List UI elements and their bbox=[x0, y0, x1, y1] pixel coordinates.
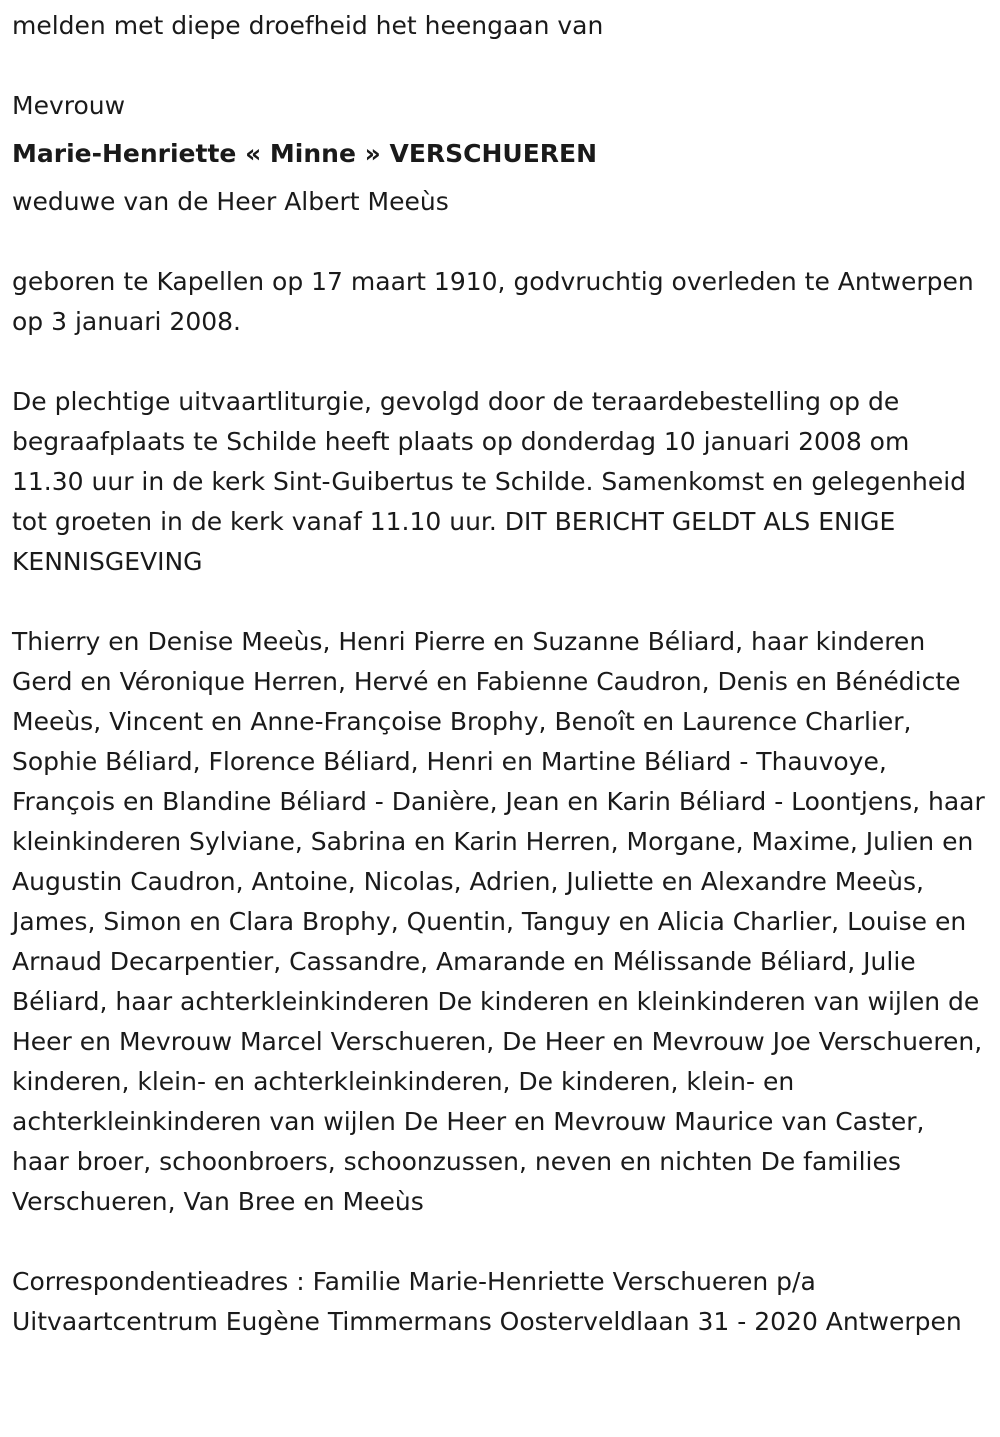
obituary-notice bbox=[12, 6, 988, 1342]
spacer bbox=[12, 222, 988, 262]
ceremony-text: De plechtige uitvaartliturgie, gevolgd door de teraardebestelling op de begraafplaats te Schilde heeft plaats op donderdag 10 januari 2008 om 11.30 uur in de kerk Sint-Guibertus te Schilde. Samenkomst en gelegenheid tot groeten in de kerk vanaf 11.10 uur. DIT BERICHT GELDT ALS ENIGE KENNISGEVING bbox=[12, 387, 967, 576]
spacer bbox=[12, 46, 988, 86]
deceased-name: Marie-Henriette « Minne » VERSCHUEREN bbox=[12, 139, 598, 168]
salutation: Mevrouw bbox=[12, 91, 126, 120]
correspondence-address: Correspondentieadres : Familie Marie-Henriette Verschueren p/a Uitvaartcentrum Eugène Timmermans Oosterveldlaan 31 - 2020 Antwerpen bbox=[12, 1267, 962, 1336]
intro-text: melden met diepe droefheid het heengaan van bbox=[12, 11, 604, 40]
spacer bbox=[12, 342, 988, 382]
birth-death-text: geboren te Kapellen op 17 maart 1910, godvruchtig overleden te Antwerpen op 3 januari 2008. bbox=[12, 267, 974, 336]
spacer bbox=[12, 174, 988, 182]
widow-of-text: weduwe van de Heer Albert Meeùs bbox=[12, 187, 449, 216]
spacer bbox=[12, 126, 988, 134]
spacer bbox=[12, 1222, 988, 1262]
family-list: Thierry en Denise Meeùs, Henri Pierre en Suzanne Béliard, haar kinderen Gerd en Véronique Herren, Hervé en Fabienne Caudron, Denis en Bénédicte Meeùs, Vincent en Anne-Françoise Brophy, Benoît en Laurence Charlier, Sophie Béliard, Florence Béliard, Henri en Martine Béliard - Thauvoye, François en Blandine Béliard - Danière, Jean en Karin Béliard - Loontjens, haar kleinkinderen Sylviane, Sabrina en Karin Herren, Morgane, Maxime, Julien en Augustin Caudron, Antoine, Nicolas, Adrien, Juliette en Alexandre Meeùs, James, Simon en Clara Brophy, Quentin, Tanguy en Alicia Charlier, Louise en Arnaud Decarpentier, Cassandre, Amarande en Mélissande Béliard, Julie Béliard, haar achterkleinkinderen De kinderen en kleinkinderen van wijlen de Heer en Mevrouw Marcel Verschueren, De Heer en Mevrouw Joe Verschueren, kinderen, klein- en achterkleinkinderen, De kinderen, klein- en achterkleinkinderen van wijlen De Heer en Mevrouw Maurice van Caster, haar broer, schoonbroers, schoonzussen, neven en nichten De families Verschueren, Van Bree en Meeùs bbox=[12, 627, 985, 1216]
spacer bbox=[12, 582, 988, 622]
